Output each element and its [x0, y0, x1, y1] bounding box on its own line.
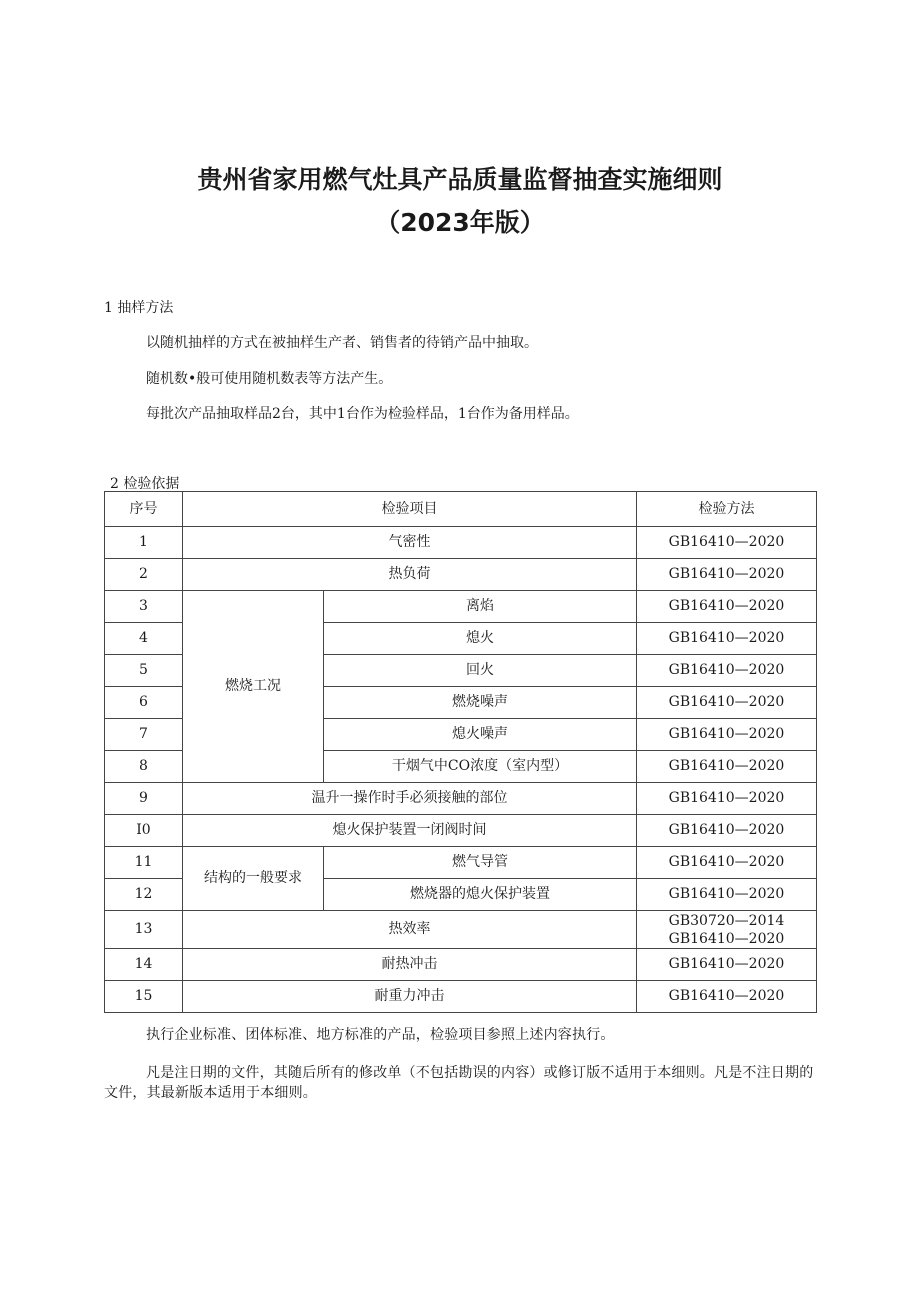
document-title: 贵州省家用燃气灶具产品质量监督抽查实施细则	[197, 165, 723, 194]
row-method: GB16410—2020	[637, 559, 817, 591]
row-method: GB16410—2020	[637, 719, 817, 751]
row-seq: I0	[105, 815, 183, 847]
row-item: 离焰	[324, 591, 637, 623]
row-item: 熄火保护装置一闭阀时间	[183, 815, 637, 847]
row-method: GB16410—2020	[637, 623, 817, 655]
section-2-heading: 2 检验依据	[110, 476, 180, 492]
row-item: 热效率	[183, 911, 637, 949]
row-method: GB16410—2020	[637, 751, 817, 783]
table-row	[105, 527, 817, 559]
table-row	[105, 591, 817, 623]
row-method: GB16410—2020	[637, 527, 817, 559]
row-seq: 15	[105, 981, 183, 1013]
header-seq: 序号	[105, 492, 183, 527]
inspection-table	[104, 491, 817, 1013]
table-row	[105, 847, 817, 879]
row-method: GB16410—2020	[637, 655, 817, 687]
row-seq: 3	[105, 591, 183, 623]
row-seq: 6	[105, 687, 183, 719]
row-method: GB16410—2020	[637, 591, 817, 623]
section-1-heading: 1 抽样方法	[104, 300, 174, 316]
row-seq: 5	[105, 655, 183, 687]
row-method: GB16410—2020	[637, 879, 817, 911]
row-method: GB30720—2014	[668, 912, 785, 929]
header-item: 检验项目	[183, 492, 637, 527]
row-method: GB16410—2020	[637, 783, 817, 815]
row-item: 燃烧噪声	[324, 687, 637, 719]
table-header-row	[105, 492, 817, 527]
row-seq: 14	[105, 949, 183, 981]
row-item: 气密性	[183, 527, 637, 559]
table-row	[105, 783, 817, 815]
row-method: GB16410—2020	[637, 847, 817, 879]
section-1-paragraph-2: 随机数•般可使用随机数表等方法产生。	[146, 371, 393, 387]
table-row	[105, 559, 817, 591]
row-seq: 2	[105, 559, 183, 591]
row-item: 耐热冲击	[183, 949, 637, 981]
note-paragraph-1: 执行企业标准、团体标准、地方标准的产品，检验项目参照上述内容执行。	[146, 1027, 615, 1043]
row-item: 回火	[324, 655, 637, 687]
row-method-secondary: GB16410—2020	[668, 930, 785, 947]
row-item: 熄火	[324, 623, 637, 655]
row-item: 燃烧器的熄火保护装置	[324, 879, 637, 911]
group-structure: 结构的一般要求	[183, 847, 324, 911]
row-method: GB16410—2020	[637, 949, 817, 981]
header-method: 检验方法	[637, 492, 817, 527]
note-paragraph-2: 凡是注日期的文件，其随后所有的修改单（不包括勘误的内容）或修订版不适用于本细则。凡是不注日期的文件，其最新版本适用于本细则。	[104, 1065, 814, 1101]
row-method: GB16410—2020	[637, 687, 817, 719]
row-seq: 4	[105, 623, 183, 655]
row-seq: 13	[105, 911, 183, 949]
table-row	[105, 981, 817, 1013]
row-item: 干烟气中CO浓度（室内型）	[324, 751, 637, 783]
row-seq: 11	[105, 847, 183, 879]
row-item: 燃气导管	[324, 847, 637, 879]
row-seq: 12	[105, 879, 183, 911]
document-subtitle: （2023年版）	[375, 208, 545, 237]
table-row	[105, 949, 817, 981]
row-seq: 9	[105, 783, 183, 815]
group-combustion: 燃烧工况	[183, 591, 324, 783]
row-method: GB16410—2020	[637, 981, 817, 1013]
row-seq: 7	[105, 719, 183, 751]
row-item: 耐重力冲击	[183, 981, 637, 1013]
row-item: 熄火噪声	[324, 719, 637, 751]
row-method-double	[637, 911, 817, 949]
row-item: 温升一操作时手必须接触的部位	[183, 783, 637, 815]
section-1-paragraph-1: 以随机抽样的方式在被抽样生产者、销售者的待销产品中抽取。	[146, 335, 538, 351]
section-1-paragraph-3: 每批次产品抽取样品2台，其中1台作为检验样品，1台作为备用样品。	[146, 406, 579, 422]
row-method: GB16410—2020	[637, 815, 817, 847]
table-row	[105, 815, 817, 847]
table-row	[105, 911, 817, 949]
row-seq: 8	[105, 751, 183, 783]
row-seq: 1	[105, 527, 183, 559]
row-item: 热负荷	[183, 559, 637, 591]
